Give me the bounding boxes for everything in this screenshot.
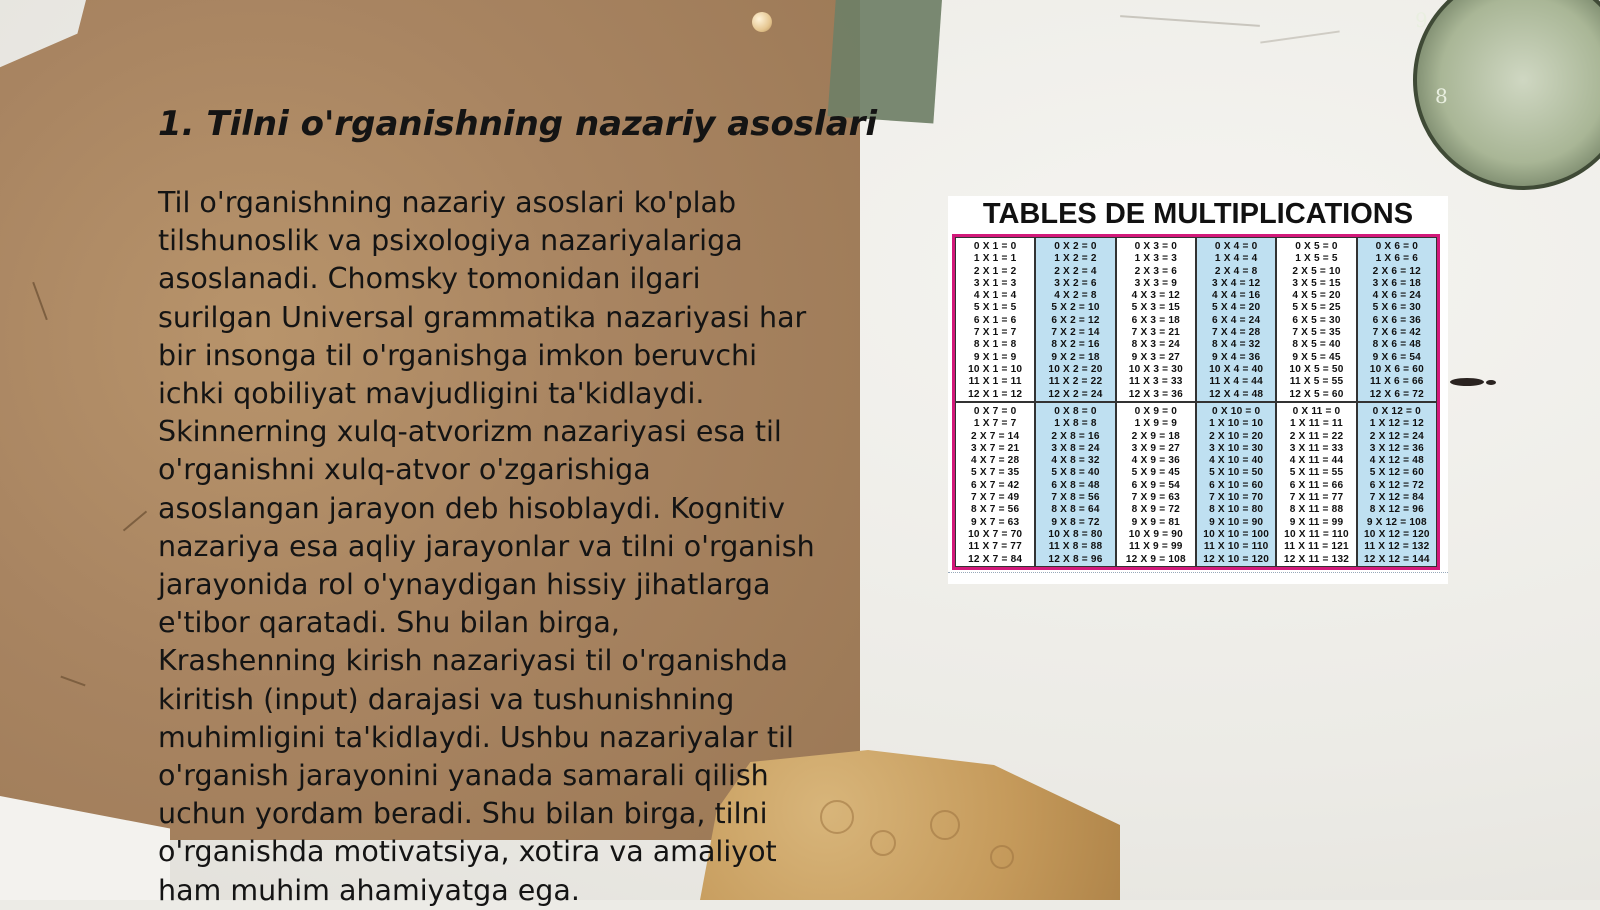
table-1 <box>955 237 1035 402</box>
multiplication-fact: 6 X 12 = 72 <box>1369 479 1424 491</box>
multiplication-fact: 1 X 4 = 4 <box>1214 253 1258 265</box>
multiplication-fact: 0 X 7 = 0 <box>973 406 1017 417</box>
multiplication-fact: 10 X 10 = 100 <box>1203 528 1270 540</box>
multiplication-fact: 10 X 1 = 10 <box>968 363 1023 375</box>
body-line: asoslanadi. Chomsky tomonidan ilgari <box>158 262 701 296</box>
multiplication-fact: 2 X 10 = 20 <box>1209 430 1264 442</box>
multiplication-fact: 4 X 1 = 4 <box>973 290 1017 302</box>
multiplication-fact: 9 X 5 = 45 <box>1292 351 1341 363</box>
multiplication-fact: 10 X 2 = 20 <box>1048 363 1103 375</box>
table-10 <box>1196 402 1276 567</box>
table-12 <box>1357 402 1437 567</box>
multiplication-fact: 1 X 10 = 10 <box>1209 418 1264 430</box>
multiplication-grid <box>952 234 1440 570</box>
multiplication-fact: 0 X 12 = 0 <box>1372 406 1421 417</box>
multiplication-fact: 2 X 2 = 4 <box>1054 265 1097 277</box>
multiplication-fact: 9 X 7 = 63 <box>971 516 1020 528</box>
body-line: uchun yordam beradi. Shu bilan birga, tilni <box>158 797 768 831</box>
multiplication-fact: 8 X 1 = 8 <box>973 339 1017 351</box>
push-pin-icon <box>752 12 772 32</box>
multiplication-fact: 6 X 9 = 54 <box>1131 479 1180 491</box>
ink-blot <box>1450 378 1484 386</box>
multiplication-fact: 5 X 11 = 55 <box>1289 467 1344 479</box>
multiplication-fact: 2 X 7 = 14 <box>971 430 1020 442</box>
lace-ornament <box>870 830 896 856</box>
multiplication-fact: 3 X 12 = 36 <box>1369 442 1424 454</box>
multiplication-fact: 12 X 8 = 96 <box>1048 553 1103 565</box>
multiplication-fact: 12 X 4 = 48 <box>1209 388 1264 400</box>
multiplication-fact: 10 X 11 = 110 <box>1284 528 1349 540</box>
multiplication-fact: 1 X 12 = 12 <box>1369 418 1424 430</box>
multiplication-fact: 7 X 7 = 49 <box>971 492 1020 504</box>
multiplication-fact: 7 X 1 = 7 <box>973 327 1017 339</box>
multiplication-fact: 3 X 4 = 12 <box>1212 277 1261 289</box>
multiplication-fact: 5 X 4 = 20 <box>1212 302 1261 314</box>
multiplication-fact: 6 X 11 = 66 <box>1289 479 1344 491</box>
multiplication-fact: 11 X 6 = 66 <box>1370 376 1424 388</box>
multiplication-fact: 9 X 9 = 81 <box>1131 516 1180 528</box>
table-2 <box>1035 237 1115 402</box>
table-6 <box>1357 237 1437 402</box>
multiplication-fact: 9 X 12 = 108 <box>1366 516 1427 528</box>
multiplication-fact: 7 X 6 = 42 <box>1372 327 1421 339</box>
multiplication-fact: 9 X 8 = 72 <box>1051 516 1100 528</box>
multiplication-fact: 1 X 6 = 6 <box>1375 253 1419 265</box>
multiplication-fact: 10 X 3 = 30 <box>1128 363 1183 375</box>
clock-numeral: 8 <box>1435 84 1448 108</box>
multiplication-fact: 10 X 6 = 60 <box>1369 363 1424 375</box>
multiplication-fact: 0 X 8 = 0 <box>1054 406 1097 417</box>
body-line: e'tibor qaratadi. Shu bilan birga, <box>158 606 620 640</box>
multiplication-fact: 11 X 4 = 44 <box>1209 376 1263 388</box>
multiplication-fact: 7 X 11 = 77 <box>1289 492 1344 504</box>
multiplication-fact: 12 X 5 = 60 <box>1289 388 1344 400</box>
table-8 <box>1035 402 1115 567</box>
multiplication-fact: 1 X 1 = 1 <box>973 253 1017 265</box>
multiplication-fact: 2 X 11 = 22 <box>1289 430 1344 442</box>
multiplication-fact: 10 X 8 = 80 <box>1048 528 1103 540</box>
multiplication-fact: 0 X 11 = 0 <box>1292 406 1341 417</box>
lace-ornament <box>990 845 1014 869</box>
multiplication-fact: 4 X 11 = 44 <box>1289 455 1344 467</box>
table-3 <box>1116 237 1196 402</box>
multiplication-fact: 4 X 4 = 16 <box>1212 290 1261 302</box>
multiplication-fact: 9 X 6 = 54 <box>1372 351 1421 363</box>
multiplication-fact: 1 X 9 = 9 <box>1134 418 1178 430</box>
multiplication-fact: 12 X 10 = 120 <box>1203 553 1270 565</box>
multiplication-fact: 11 X 7 = 77 <box>968 541 1022 553</box>
multiplication-fact: 8 X 9 = 72 <box>1131 504 1180 516</box>
body-line: nazariya esa aqliy jarayonlar va tilni o'rganish <box>158 529 815 563</box>
multiplication-fact: 7 X 3 = 21 <box>1131 327 1180 339</box>
multiplication-fact: 5 X 10 = 50 <box>1209 467 1264 479</box>
multiplication-fact: 11 X 9 = 99 <box>1129 541 1183 553</box>
multiplication-fact: 5 X 12 = 60 <box>1369 467 1424 479</box>
multiplication-fact: 2 X 6 = 12 <box>1372 265 1421 277</box>
multiplication-fact: 4 X 5 = 20 <box>1292 290 1341 302</box>
multiplication-fact: 1 X 3 = 3 <box>1134 253 1178 265</box>
multiplication-fact: 6 X 10 = 60 <box>1209 479 1264 491</box>
multiplication-fact: 1 X 7 = 7 <box>973 418 1017 430</box>
multiplication-fact: 6 X 8 = 48 <box>1051 479 1100 491</box>
multiplication-fact: 6 X 6 = 36 <box>1372 314 1421 326</box>
body-line: bir insonga til o'rganishga imkon beruvchi <box>158 338 758 372</box>
body-line: muhimligini ta'kidlaydi. Ushbu nazariyalar til <box>158 720 794 754</box>
multiplication-fact: 2 X 9 = 18 <box>1131 430 1180 442</box>
multiplication-fact: 12 X 1 = 12 <box>968 388 1023 400</box>
multiplication-fact: 10 X 4 = 40 <box>1209 363 1264 375</box>
body-line: jarayonida rol o'ynaydigan hissiy jihatlarga <box>158 568 771 602</box>
multiplication-fact: 0 X 1 = 0 <box>973 241 1017 252</box>
multiplication-fact: 4 X 9 = 36 <box>1131 455 1180 467</box>
body-line: kiritish (input) darajasi va tushunishning <box>158 682 735 716</box>
multiplication-fact: 6 X 7 = 42 <box>971 479 1020 491</box>
multiplication-fact: 5 X 2 = 10 <box>1051 302 1100 314</box>
multiplication-fact: 12 X 11 = 132 <box>1283 553 1350 565</box>
multiplication-fact: 7 X 10 = 70 <box>1209 492 1264 504</box>
multiplication-fact: 5 X 6 = 30 <box>1372 302 1421 314</box>
multiplication-fact: 12 X 2 = 24 <box>1048 388 1103 400</box>
multiplication-fact: 1 X 11 = 11 <box>1289 418 1343 430</box>
body-paragraph <box>158 184 843 910</box>
multiplication-fact: 11 X 1 = 11 <box>968 376 1022 388</box>
multiplication-fact: 10 X 7 = 70 <box>968 528 1023 540</box>
multiplication-fact: 3 X 5 = 15 <box>1292 277 1341 289</box>
table-5 <box>1276 237 1356 402</box>
multiplication-fact: 3 X 9 = 27 <box>1131 442 1180 454</box>
multiplication-fact: 3 X 7 = 21 <box>971 442 1020 454</box>
multiplication-fact: 8 X 8 = 64 <box>1051 504 1100 516</box>
multiplication-fact: 3 X 2 = 6 <box>1054 277 1097 289</box>
multiplication-fact: 12 X 6 = 72 <box>1369 388 1424 400</box>
multiplication-fact: 8 X 10 = 80 <box>1209 504 1264 516</box>
body-line: Skinnerning xulq-atvorizm nazariyasi esa til <box>158 415 782 449</box>
multiplication-fact: 11 X 3 = 33 <box>1129 376 1183 388</box>
multiplication-fact: 8 X 5 = 40 <box>1292 339 1341 351</box>
table-4 <box>1196 237 1276 402</box>
multiplication-fact: 9 X 2 = 18 <box>1051 351 1100 363</box>
ink-blot <box>1486 380 1496 385</box>
body-line: ham muhim ahamiyatga ega. <box>158 873 580 907</box>
body-line: ichki qobiliyat mavjudligini ta'kidlaydi. <box>158 377 705 411</box>
multiplication-fact: 9 X 1 = 9 <box>973 351 1017 363</box>
multiplication-fact: 8 X 3 = 24 <box>1131 339 1180 351</box>
multiplication-fact: 6 X 5 = 30 <box>1292 314 1341 326</box>
table-9 <box>1116 402 1196 567</box>
multiplication-table-poster <box>948 196 1448 584</box>
multiplication-fact: 3 X 11 = 33 <box>1289 442 1344 454</box>
multiplication-fact: 7 X 12 = 84 <box>1369 492 1424 504</box>
multiplication-fact: 5 X 7 = 35 <box>971 467 1020 479</box>
multiplication-fact: 9 X 3 = 27 <box>1131 351 1180 363</box>
multiplication-fact: 11 X 5 = 55 <box>1289 376 1344 388</box>
multiplication-fact: 5 X 3 = 15 <box>1131 302 1180 314</box>
multiplication-fact: 5 X 9 = 45 <box>1131 467 1180 479</box>
multiplication-fact: 11 X 11 = 121 <box>1284 541 1349 553</box>
multiplication-fact: 7 X 5 = 35 <box>1292 327 1341 339</box>
multiplication-fact: 9 X 10 = 90 <box>1209 516 1264 528</box>
body-line: o'rganishni xulq-atvor o'zgarishiga <box>158 453 651 487</box>
multiplication-fact: 5 X 5 = 25 <box>1292 302 1341 314</box>
multiplication-fact: 4 X 12 = 48 <box>1369 455 1424 467</box>
multiplication-fact: 1 X 5 = 5 <box>1295 253 1338 265</box>
table-7 <box>955 402 1035 567</box>
multiplication-fact: 10 X 5 = 50 <box>1289 363 1344 375</box>
multiplication-fact: 3 X 10 = 30 <box>1209 442 1264 454</box>
multiplication-fact: 0 X 9 = 0 <box>1134 406 1178 417</box>
multiplication-fact: 2 X 12 = 24 <box>1369 430 1424 442</box>
multiplication-fact: 3 X 3 = 9 <box>1134 277 1178 289</box>
multiplication-fact: 8 X 11 = 88 <box>1289 504 1344 516</box>
multiplication-fact: 1 X 8 = 8 <box>1054 418 1097 430</box>
body-line: o'rganish jarayonini yanada samarali qilish <box>158 759 769 793</box>
multiplication-fact: 12 X 7 = 84 <box>968 553 1023 565</box>
multiplication-fact: 8 X 4 = 32 <box>1212 339 1261 351</box>
multiplication-fact: 11 X 10 = 110 <box>1203 541 1269 553</box>
multiplication-fact: 2 X 3 = 6 <box>1134 265 1178 277</box>
multiplication-fact: 12 X 3 = 36 <box>1128 388 1183 400</box>
multiplication-fact: 11 X 2 = 22 <box>1048 376 1103 388</box>
multiplication-fact: 6 X 3 = 18 <box>1131 314 1180 326</box>
multiplication-fact: 4 X 2 = 8 <box>1054 290 1097 302</box>
multiplication-fact: 0 X 3 = 0 <box>1134 241 1178 252</box>
multiplication-fact: 9 X 4 = 36 <box>1212 351 1261 363</box>
poster-title: TABLES DE MULTIPLICATIONS <box>982 198 1414 230</box>
table-11 <box>1276 402 1356 567</box>
multiplication-fact: 9 X 11 = 99 <box>1289 516 1344 528</box>
body-line: Krashenning kirish nazariyasi til o'rganishda <box>158 644 788 678</box>
multiplication-fact: 2 X 5 = 10 <box>1292 265 1341 277</box>
poster-footer <box>948 572 1448 579</box>
multiplication-fact: 7 X 8 = 56 <box>1051 492 1100 504</box>
slide-title: 1. Tilni o'rganishning nazariy asoslari <box>158 104 878 144</box>
multiplication-fact: 8 X 2 = 16 <box>1051 339 1100 351</box>
clock-numeral: 9 <box>1415 8 1428 32</box>
body-line: surilgan Universal grammatika nazariyasi har <box>158 300 807 334</box>
multiplication-fact: 4 X 3 = 12 <box>1131 290 1180 302</box>
multiplication-fact: 0 X 2 = 0 <box>1054 241 1097 252</box>
multiplication-fact: 6 X 1 = 6 <box>973 314 1017 326</box>
multiplication-fact: 3 X 1 = 3 <box>973 277 1017 289</box>
multiplication-fact: 4 X 7 = 28 <box>971 455 1020 467</box>
multiplication-fact: 8 X 7 = 56 <box>971 504 1020 516</box>
multiplication-fact: 6 X 4 = 24 <box>1212 314 1261 326</box>
multiplication-fact: 0 X 6 = 0 <box>1375 241 1419 252</box>
multiplication-fact: 12 X 12 = 144 <box>1363 553 1430 565</box>
multiplication-fact: 8 X 12 = 96 <box>1369 504 1424 516</box>
body-line: o'rganishda motivatsiya, xotira va amaliyot <box>158 835 777 869</box>
multiplication-fact: 8 X 6 = 48 <box>1372 339 1421 351</box>
multiplication-fact: 4 X 8 = 32 <box>1051 455 1100 467</box>
multiplication-fact: 4 X 6 = 24 <box>1372 290 1421 302</box>
body-line: asoslangan jarayon deb hisoblaydi. Kognitiv <box>158 491 785 525</box>
lace-ornament <box>930 810 960 840</box>
multiplication-fact: 6 X 2 = 12 <box>1051 314 1100 326</box>
multiplication-fact: 2 X 1 = 2 <box>973 265 1017 277</box>
multiplication-fact: 7 X 9 = 63 <box>1131 492 1180 504</box>
multiplication-fact: 5 X 1 = 5 <box>973 302 1017 314</box>
multiplication-fact: 2 X 4 = 8 <box>1214 265 1258 277</box>
multiplication-fact: 2 X 8 = 16 <box>1051 430 1100 442</box>
multiplication-fact: 7 X 2 = 14 <box>1051 327 1100 339</box>
multiplication-fact: 12 X 9 = 108 <box>1125 553 1186 565</box>
multiplication-fact: 11 X 8 = 88 <box>1048 541 1103 553</box>
body-line: tilshunoslik va psixologiya nazariyalariga <box>158 224 743 258</box>
body-line: Til o'rganishning nazariy asoslari ko'plab <box>158 186 737 219</box>
multiplication-fact: 3 X 6 = 18 <box>1372 277 1421 289</box>
multiplication-fact: 3 X 8 = 24 <box>1051 442 1100 454</box>
multiplication-fact: 0 X 4 = 0 <box>1214 241 1258 252</box>
multiplication-fact: 0 X 5 = 0 <box>1295 241 1338 252</box>
multiplication-fact: 4 X 10 = 40 <box>1209 455 1264 467</box>
multiplication-fact: 11 X 12 = 132 <box>1364 541 1430 553</box>
multiplication-fact: 7 X 4 = 28 <box>1212 327 1261 339</box>
multiplication-fact: 1 X 2 = 2 <box>1054 253 1097 265</box>
multiplication-fact: 0 X 10 = 0 <box>1212 406 1261 417</box>
multiplication-fact: 10 X 9 = 90 <box>1128 528 1183 540</box>
multiplication-fact: 5 X 8 = 40 <box>1051 467 1100 479</box>
multiplication-fact: 10 X 12 = 120 <box>1363 528 1430 540</box>
